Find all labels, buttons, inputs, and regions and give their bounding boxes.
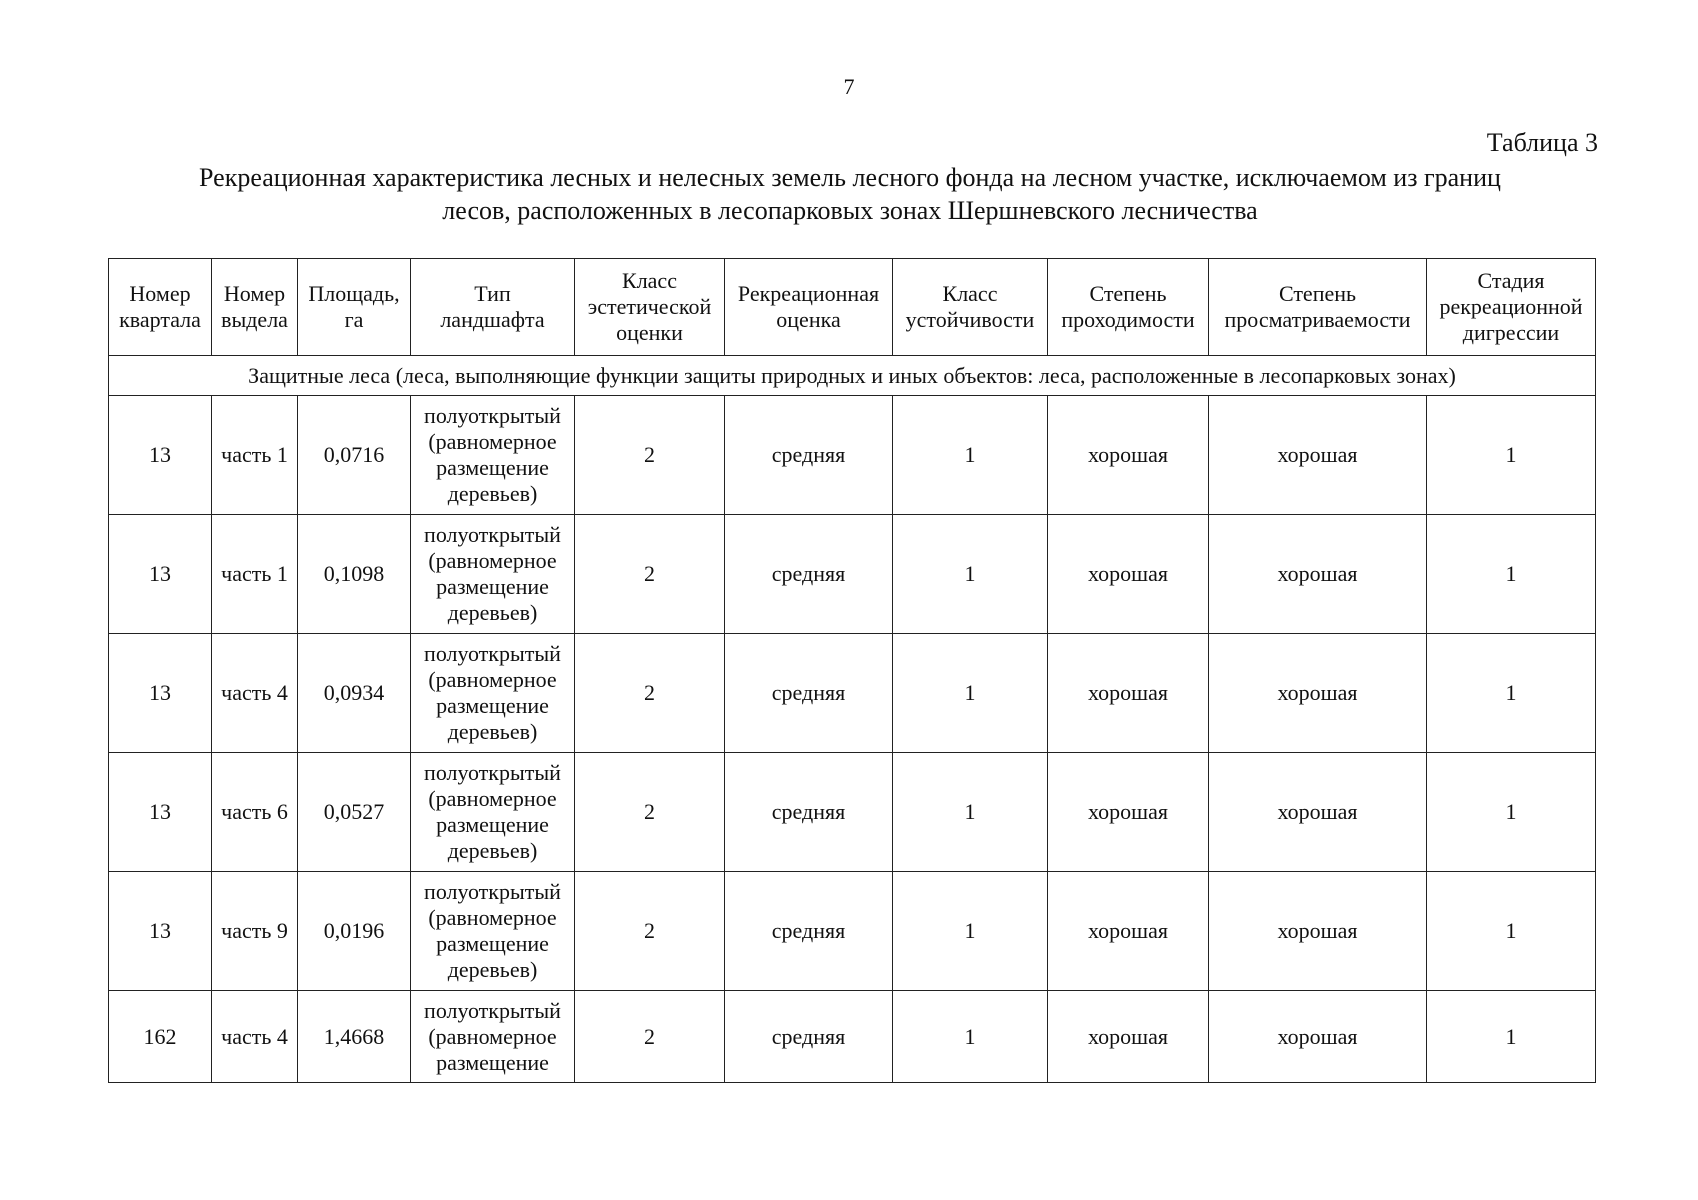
- table-body: [109, 356, 1596, 1083]
- landscape-text: (равномерное: [428, 429, 557, 454]
- landscape-text: полуоткрытый: [424, 641, 561, 666]
- header-text: оценки: [616, 320, 683, 345]
- table-row: [109, 991, 1596, 1083]
- cell-vydel: часть 1: [212, 396, 298, 515]
- header-text: оценка: [776, 307, 841, 332]
- cell-recreation: средняя: [725, 991, 893, 1083]
- cell-digression: 1: [1427, 396, 1596, 515]
- header-digression: [1427, 259, 1596, 356]
- cell-passability: хорошая: [1048, 872, 1209, 991]
- cell-stability: 1: [893, 396, 1048, 515]
- header-text: Номер: [223, 281, 286, 306]
- header-text: га: [344, 307, 364, 332]
- cell-visibility: хорошая: [1209, 991, 1427, 1083]
- cell-area: 0,1098: [298, 515, 411, 634]
- cell-aesthetic: 2: [575, 991, 725, 1083]
- header-recreation: [725, 259, 893, 356]
- header-text: устойчивости: [905, 307, 1035, 332]
- header-text: Стадия: [1477, 268, 1545, 293]
- cell-recreation: средняя: [725, 753, 893, 872]
- cell-landscape: [411, 634, 575, 753]
- header-text: рекреационной: [1439, 294, 1583, 319]
- recreation-table: [108, 258, 1596, 1083]
- cell-area: 1,4668: [298, 991, 411, 1083]
- cell-digression: 1: [1427, 872, 1596, 991]
- header-area: [298, 259, 411, 356]
- cell-landscape: [411, 753, 575, 872]
- header-text: ландшафта: [440, 307, 545, 332]
- cell-aesthetic: 2: [575, 634, 725, 753]
- header-text: Номер: [129, 281, 191, 306]
- cell-landscape: [411, 396, 575, 515]
- cell-digression: 1: [1427, 515, 1596, 634]
- header-text: Рекреационная: [737, 281, 880, 306]
- cell-kvartal: 13: [109, 515, 212, 634]
- cell-aesthetic: 2: [575, 396, 725, 515]
- cell-vydel: часть 4: [212, 634, 298, 753]
- cell-passability: хорошая: [1048, 515, 1209, 634]
- cell-stability: 1: [893, 991, 1048, 1083]
- cell-stability: 1: [893, 872, 1048, 991]
- header-aesthetic: [575, 259, 725, 356]
- landscape-text: деревьев): [447, 481, 538, 506]
- landscape-text: полуоткрытый: [424, 522, 561, 547]
- cell-vydel: часть 1: [212, 515, 298, 634]
- cell-vydel: часть 9: [212, 872, 298, 991]
- cell-area: 0,0934: [298, 634, 411, 753]
- table-title-line: лесов, расположенных в лесопарковых зонах Шершневского лесничества: [442, 196, 1258, 225]
- cell-area: 0,0527: [298, 753, 411, 872]
- cell-stability: 1: [893, 634, 1048, 753]
- landscape-text: размещение: [436, 693, 549, 718]
- cell-digression: 1: [1427, 753, 1596, 872]
- landscape-text: полуоткрытый: [424, 760, 561, 785]
- cell-kvartal: 13: [109, 396, 212, 515]
- table-label: Таблица 3: [1486, 128, 1598, 157]
- header-text: проходимости: [1061, 307, 1195, 332]
- cell-recreation: средняя: [725, 396, 893, 515]
- table-row: [109, 515, 1596, 634]
- header-text: выдела: [221, 307, 288, 332]
- landscape-text: (равномерное: [428, 786, 557, 811]
- landscape-text: деревьев): [447, 600, 538, 625]
- cell-landscape: [411, 872, 575, 991]
- cell-passability: хорошая: [1048, 634, 1209, 753]
- header-text: просматриваемости: [1224, 307, 1411, 332]
- cell-kvartal: 13: [109, 872, 212, 991]
- cell-visibility: хорошая: [1209, 515, 1427, 634]
- table-row: [109, 396, 1596, 515]
- landscape-text: (равномерное: [428, 667, 557, 692]
- section-row: [109, 356, 1596, 396]
- header-landscape: [411, 259, 575, 356]
- table-row: [109, 872, 1596, 991]
- cell-area: 0,0196: [298, 872, 411, 991]
- cell-kvartal: 13: [109, 753, 212, 872]
- landscape-text: деревьев): [447, 957, 538, 982]
- landscape-text: (равномерное: [428, 548, 557, 573]
- landscape-text: полуоткрытый: [424, 997, 561, 1023]
- header-text: эстетической: [587, 294, 712, 319]
- cell-aesthetic: 2: [575, 753, 725, 872]
- header-text: Степень: [1089, 281, 1167, 306]
- cell-digression: 1: [1427, 634, 1596, 753]
- cell-kvartal: 13: [109, 634, 212, 753]
- table-title: [100, 161, 1600, 227]
- table-title-line: Рекреационная характеристика лесных и нелесных земель лесного фонда на лесном участке, исключаемом из границ: [199, 163, 1501, 192]
- cell-digression: 1: [1427, 991, 1596, 1083]
- landscape-text: размещение: [436, 455, 549, 480]
- cell-visibility: хорошая: [1209, 872, 1427, 991]
- landscape-text: полуоткрытый: [424, 403, 561, 428]
- cell-aesthetic: 2: [575, 872, 725, 991]
- cell-landscape: [411, 991, 575, 1083]
- cell-aesthetic: 2: [575, 515, 725, 634]
- header-text: Площадь,: [308, 281, 400, 306]
- cell-passability: хорошая: [1048, 396, 1209, 515]
- header-passability: [1048, 259, 1209, 356]
- cell-visibility: хорошая: [1209, 396, 1427, 515]
- header-text: Класс: [942, 281, 998, 306]
- landscape-text: деревьев): [447, 838, 538, 863]
- page-number: 7: [843, 74, 855, 99]
- cell-vydel: часть 6: [212, 753, 298, 872]
- cell-landscape: [411, 515, 575, 634]
- landscape-text: деревьев): [447, 719, 538, 744]
- cell-vydel: часть 4: [212, 991, 298, 1083]
- header-text: дигрессии: [1462, 320, 1560, 345]
- cell-kvartal: 162: [109, 991, 212, 1083]
- cell-recreation: средняя: [725, 872, 893, 991]
- landscape-text: полуоткрытый: [424, 879, 561, 904]
- cell-recreation: средняя: [725, 515, 893, 634]
- cell-recreation: средняя: [725, 634, 893, 753]
- landscape-text: размещение: [436, 574, 549, 599]
- header-visibility: [1209, 259, 1427, 356]
- landscape-text: размещение: [436, 1049, 549, 1075]
- header-stability: [893, 259, 1048, 356]
- header-text: Тип: [474, 281, 511, 306]
- header-kvartal: [109, 259, 212, 356]
- cell-visibility: хорошая: [1209, 634, 1427, 753]
- header-text: квартала: [119, 307, 201, 332]
- table-row: [109, 753, 1596, 872]
- cell-visibility: хорошая: [1209, 753, 1427, 872]
- table-header: [109, 259, 1596, 356]
- landscape-text: размещение: [436, 931, 549, 956]
- header-text: Класс: [622, 268, 677, 293]
- landscape-text: (равномерное: [428, 905, 557, 930]
- header-vydel: [212, 259, 298, 356]
- cell-stability: 1: [893, 753, 1048, 872]
- landscape-text: размещение: [436, 812, 549, 837]
- header-text: Степень: [1278, 281, 1357, 306]
- cell-passability: хорошая: [1048, 991, 1209, 1083]
- section-title: Защитные леса (леса, выполняющие функции защиты природных и иных объектов: леса, расположенные в лесопарковых зонах): [109, 356, 1596, 396]
- cell-stability: 1: [893, 515, 1048, 634]
- table-row: [109, 634, 1596, 753]
- landscape-text: (равномерное: [428, 1023, 557, 1049]
- cell-passability: хорошая: [1048, 753, 1209, 872]
- cell-area: 0,0716: [298, 396, 411, 515]
